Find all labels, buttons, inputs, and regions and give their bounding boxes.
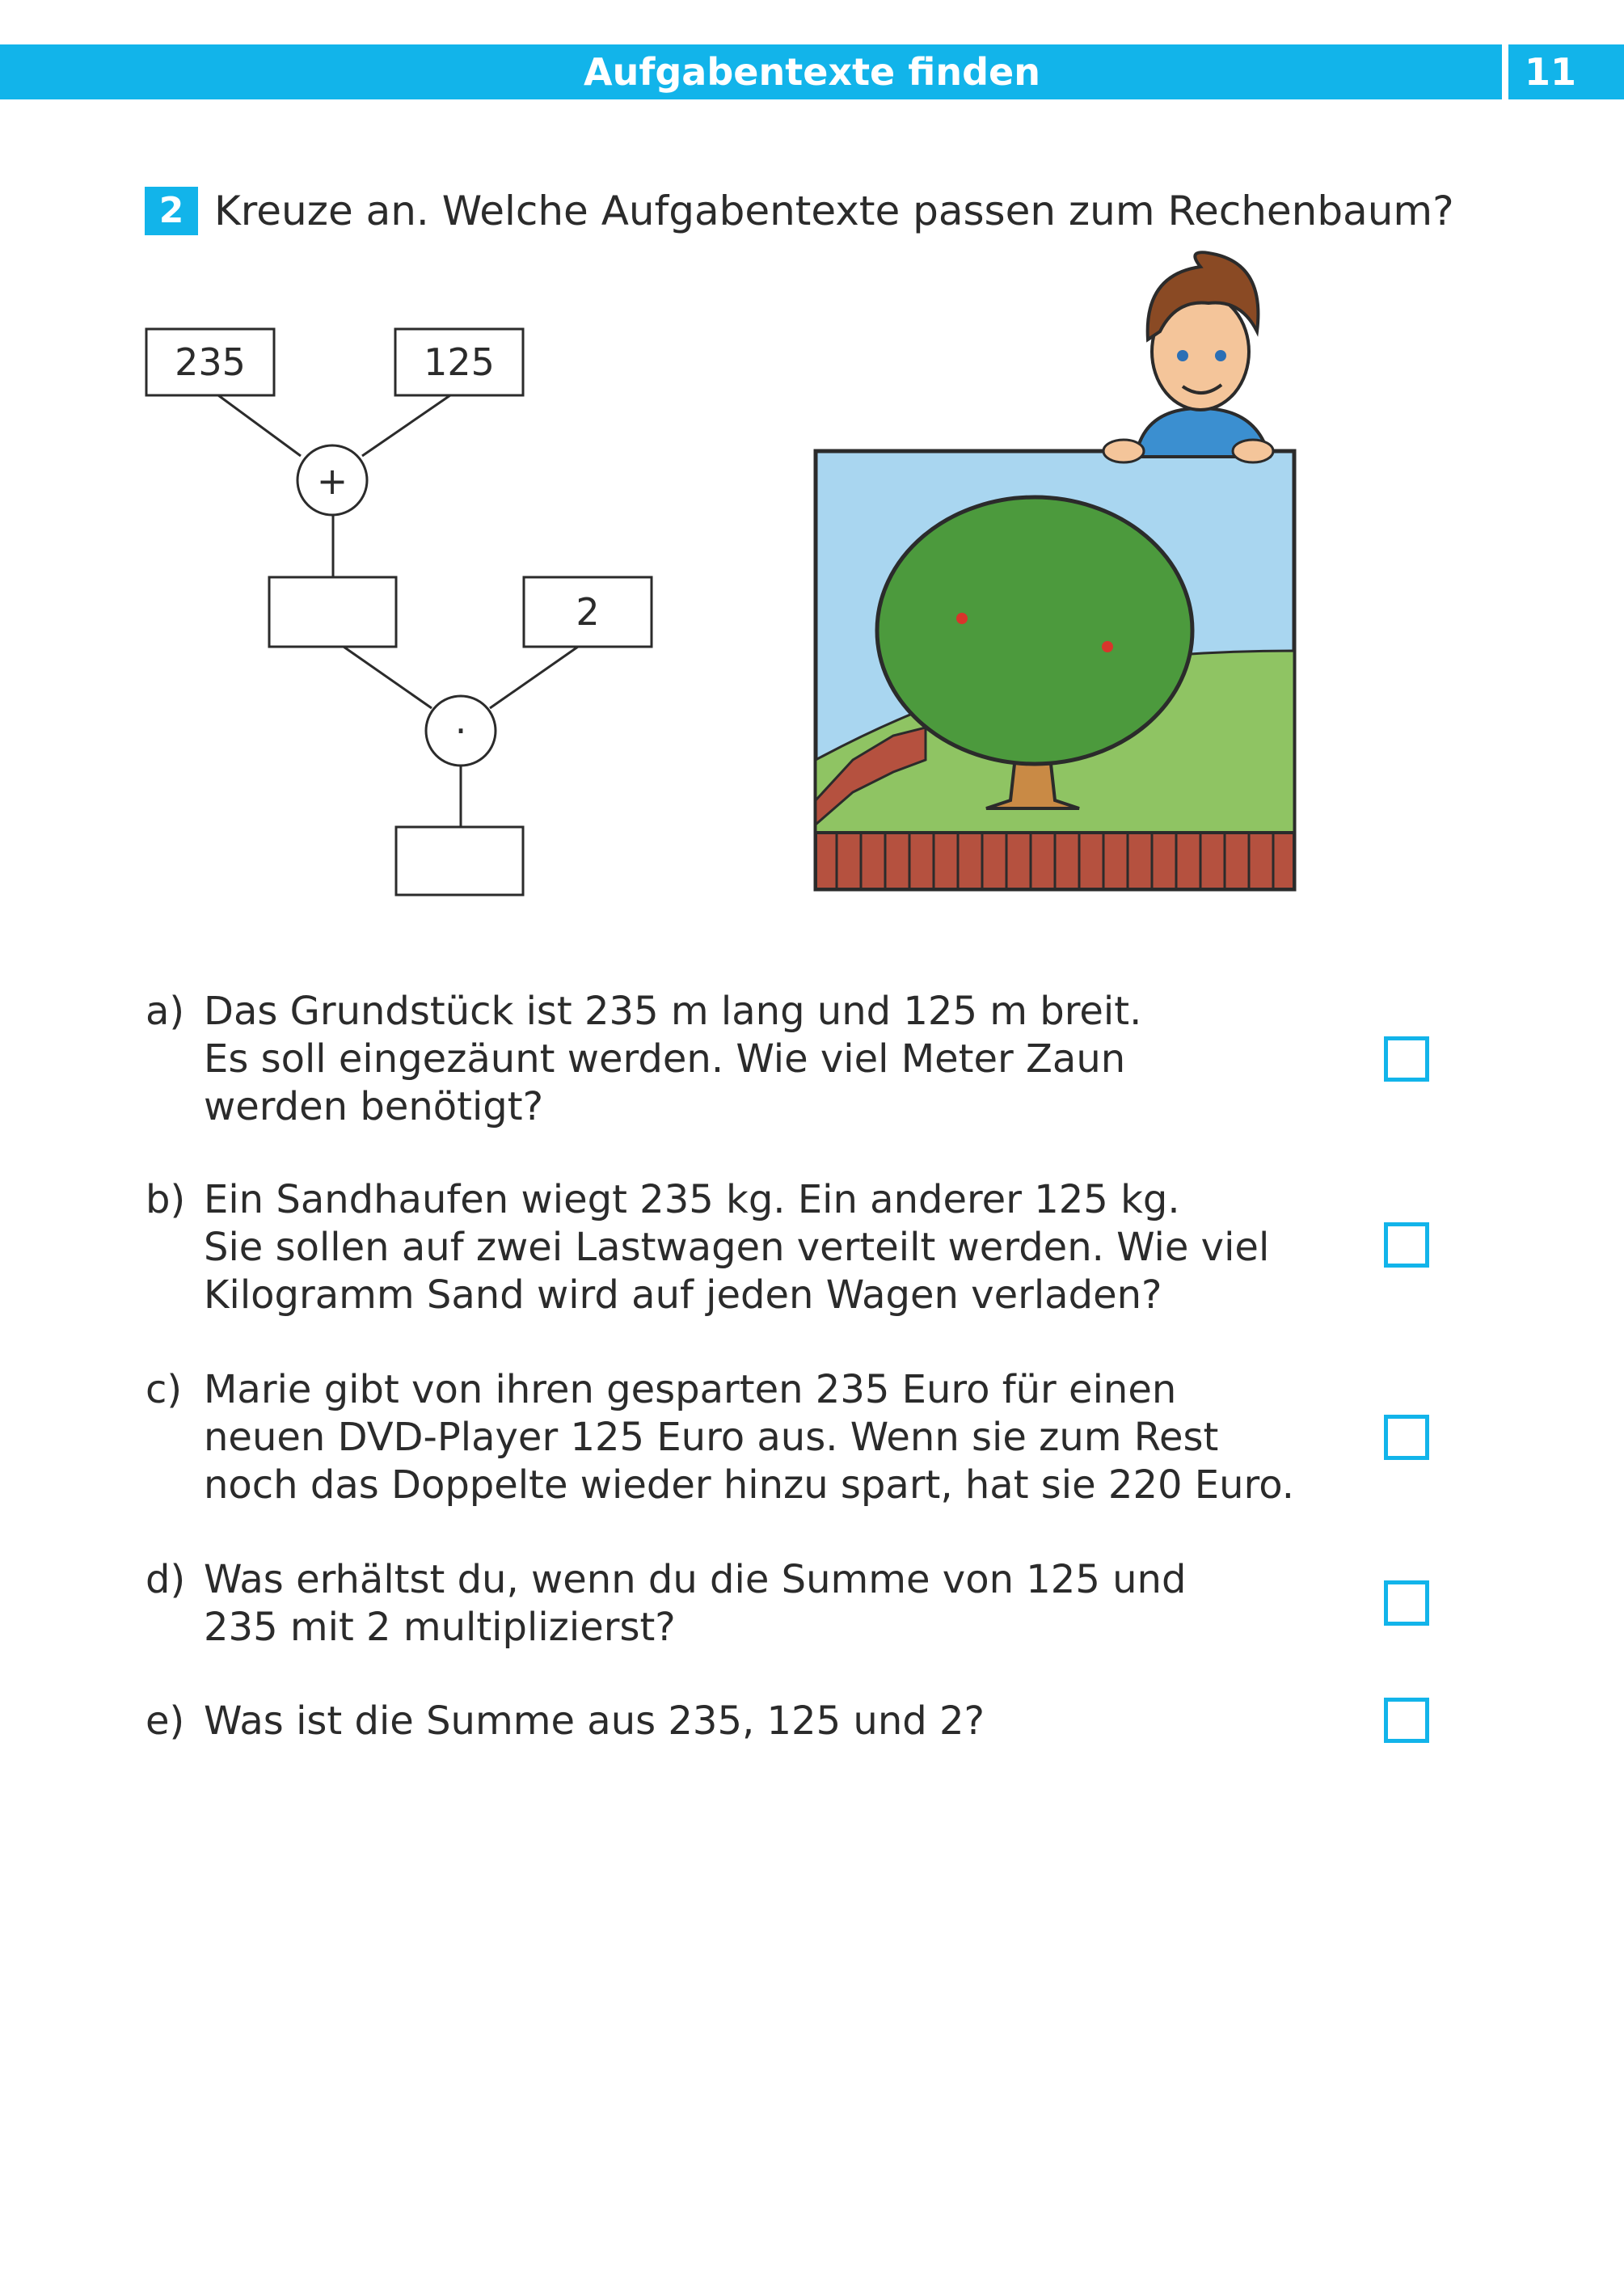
option-letter: d) — [146, 1557, 186, 1602]
tree-connector — [490, 647, 578, 708]
task-instruction: Kreuze an. Welche Aufgabentexte passen zum Rechenbaum? — [214, 188, 1454, 234]
option-text: Das Grundstück ist 235 m lang und 125 m breit. Es soll eingezäunt werden. Wie viel Meter Zaun werden benötigt? — [204, 989, 1142, 1129]
tree-value-top-right: 125 — [424, 340, 495, 384]
boy-holding-garden-picture-illustration — [804, 243, 1306, 905]
boy-eye-left — [1177, 350, 1188, 361]
picture-tree-crown — [877, 497, 1192, 764]
option-text: Ein Sandhaufen wiegt 235 kg. Ein anderer 125 kg. Sie sollen auf zwei Lastwagen verteilt werden. Wie viel Kilogramm Sand wird auf jeden Wagen verladen? — [204, 1177, 1270, 1318]
option-letter: b) — [146, 1177, 186, 1222]
tree-connector — [362, 395, 450, 456]
tree-value-middle-right: 2 — [576, 590, 600, 634]
option-letter: e) — [146, 1698, 185, 1744]
boy-hand-left — [1103, 440, 1144, 462]
option-text: Was ist die Summe aus 235, 125 und 2? — [204, 1698, 985, 1744]
page-number: 11 — [1508, 44, 1624, 99]
option-c-checkbox[interactable] — [1384, 1415, 1429, 1460]
picture-apple — [1102, 641, 1113, 652]
option-letter: a) — [146, 989, 185, 1034]
boy-eye-right — [1215, 350, 1226, 361]
option-text: Was erhältst du, wenn du die Summe von 125 und 235 mit 2 multiplizierst? — [204, 1557, 1187, 1650]
tree-box-middle-left[interactable] — [269, 577, 396, 647]
tree-connector — [218, 395, 301, 456]
boy-hand-right — [1233, 440, 1273, 462]
tree-operator-plus-symbol: + — [316, 459, 348, 503]
option-e-checkbox[interactable] — [1384, 1698, 1429, 1743]
option-text: Marie gibt von ihren gesparten 235 Euro für einen neuen DVD-Player 125 Euro aus. Wenn sie zum Rest noch das Doppelte wieder hinzu spart, hat sie 220 Euro. — [204, 1367, 1295, 1508]
page-title: Aufgabentexte finden — [584, 50, 1040, 94]
task-number-badge: 2 — [145, 187, 198, 235]
picture-apple — [956, 613, 968, 624]
option-b-checkbox[interactable] — [1384, 1222, 1429, 1268]
tree-operator-multiply-symbol: · — [454, 709, 467, 753]
option-d-checkbox[interactable] — [1384, 1580, 1429, 1626]
tree-connector — [344, 647, 432, 708]
tree-value-top-left: 235 — [175, 340, 246, 384]
option-letter: c) — [146, 1367, 183, 1412]
option-a-checkbox[interactable] — [1384, 1036, 1429, 1082]
calculation-tree — [0, 0, 728, 930]
tree-box-result[interactable] — [396, 827, 523, 895]
